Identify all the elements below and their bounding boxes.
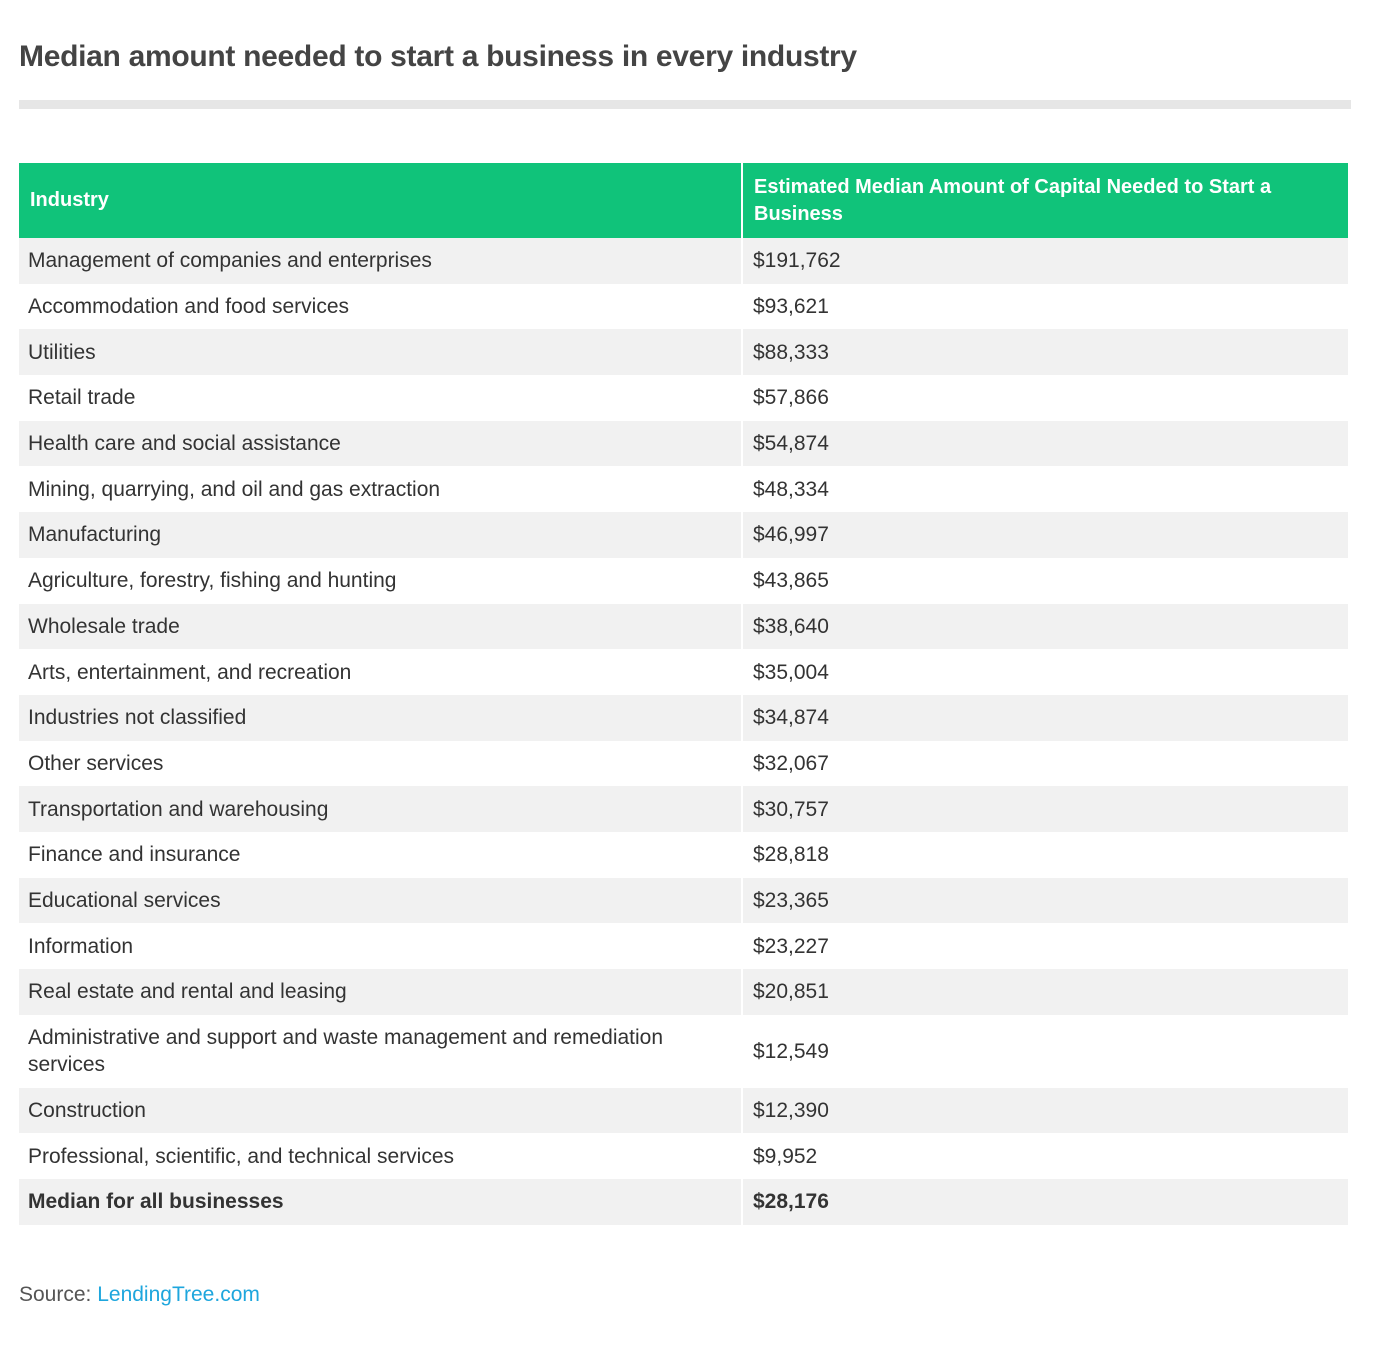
table-row <box>19 512 1348 558</box>
cell-amount: $35,004 <box>742 649 1348 695</box>
cell-industry: Agriculture, forestry, fishing and hunting <box>19 558 742 604</box>
cell-amount: $88,333 <box>742 329 1348 375</box>
cell-industry: Industries not classified <box>19 695 742 741</box>
cell-amount: $12,390 <box>742 1088 1348 1134</box>
table-row <box>19 604 1348 650</box>
table-row <box>19 466 1348 512</box>
table-row <box>19 832 1348 878</box>
table-row <box>19 786 1348 832</box>
cell-industry: Retail trade <box>19 375 742 421</box>
table-row <box>19 969 1348 1015</box>
cell-amount: $9,952 <box>742 1133 1348 1179</box>
table-row <box>19 695 1348 741</box>
table-body <box>19 238 1348 1225</box>
table-row <box>19 1133 1348 1179</box>
cell-industry: Transportation and warehousing <box>19 786 742 832</box>
cell-amount: $28,818 <box>742 832 1348 878</box>
cell-amount: $191,762 <box>742 238 1348 284</box>
cell-industry: Finance and insurance <box>19 832 742 878</box>
cell-industry: Management of companies and enterprises <box>19 238 742 284</box>
table-row <box>19 1179 1348 1225</box>
cell-industry: Manufacturing <box>19 512 742 558</box>
table-row <box>19 238 1348 284</box>
cell-industry: Construction <box>19 1088 742 1134</box>
cell-amount: $57,866 <box>742 375 1348 421</box>
cell-amount: $23,227 <box>742 923 1348 969</box>
cell-amount: $12,549 <box>742 1015 1348 1088</box>
cell-industry: Median for all businesses <box>19 1179 742 1225</box>
chart-title: Median amount needed to start a business in every industry <box>19 40 857 73</box>
cell-industry: Other services <box>19 741 742 787</box>
table-row <box>19 284 1348 330</box>
cell-industry: Real estate and rental and leasing <box>19 969 742 1015</box>
cell-amount: $23,365 <box>742 878 1348 924</box>
table-row <box>19 741 1348 787</box>
column-header-capital: Estimated Median Amount of Capital Needed to Start a Business <box>742 163 1348 238</box>
capital-table <box>19 163 1348 1225</box>
source-link[interactable]: LendingTree.com <box>97 1283 260 1306</box>
source-label: Source: <box>19 1283 92 1306</box>
cell-amount: $46,997 <box>742 512 1348 558</box>
table-row <box>19 923 1348 969</box>
cell-amount: $54,874 <box>742 421 1348 467</box>
cell-amount: $93,621 <box>742 284 1348 330</box>
column-header-industry: Industry <box>19 163 742 238</box>
cell-industry: Accommodation and food services <box>19 284 742 330</box>
table-row <box>19 1015 1348 1088</box>
cell-amount: $28,176 <box>742 1179 1348 1225</box>
title-divider <box>19 100 1351 109</box>
table-row <box>19 375 1348 421</box>
cell-amount: $32,067 <box>742 741 1348 787</box>
cell-industry: Administrative and support and waste management and remediation services <box>19 1015 742 1088</box>
cell-amount: $34,874 <box>742 695 1348 741</box>
source-note <box>19 1283 260 1307</box>
table-row <box>19 329 1348 375</box>
cell-amount: $48,334 <box>742 466 1348 512</box>
cell-amount: $43,865 <box>742 558 1348 604</box>
cell-industry: Information <box>19 923 742 969</box>
cell-industry: Educational services <box>19 878 742 924</box>
cell-industry: Health care and social assistance <box>19 421 742 467</box>
cell-industry: Wholesale trade <box>19 604 742 650</box>
cell-industry: Professional, scientific, and technical services <box>19 1133 742 1179</box>
cell-industry: Utilities <box>19 329 742 375</box>
cell-industry: Arts, entertainment, and recreation <box>19 649 742 695</box>
table-header-row <box>19 163 1348 238</box>
cell-amount: $20,851 <box>742 969 1348 1015</box>
table-row <box>19 649 1348 695</box>
table-row <box>19 421 1348 467</box>
table-row <box>19 558 1348 604</box>
cell-amount: $38,640 <box>742 604 1348 650</box>
table-row <box>19 878 1348 924</box>
table-row <box>19 1088 1348 1134</box>
cell-industry: Mining, quarrying, and oil and gas extraction <box>19 466 742 512</box>
cell-amount: $30,757 <box>742 786 1348 832</box>
